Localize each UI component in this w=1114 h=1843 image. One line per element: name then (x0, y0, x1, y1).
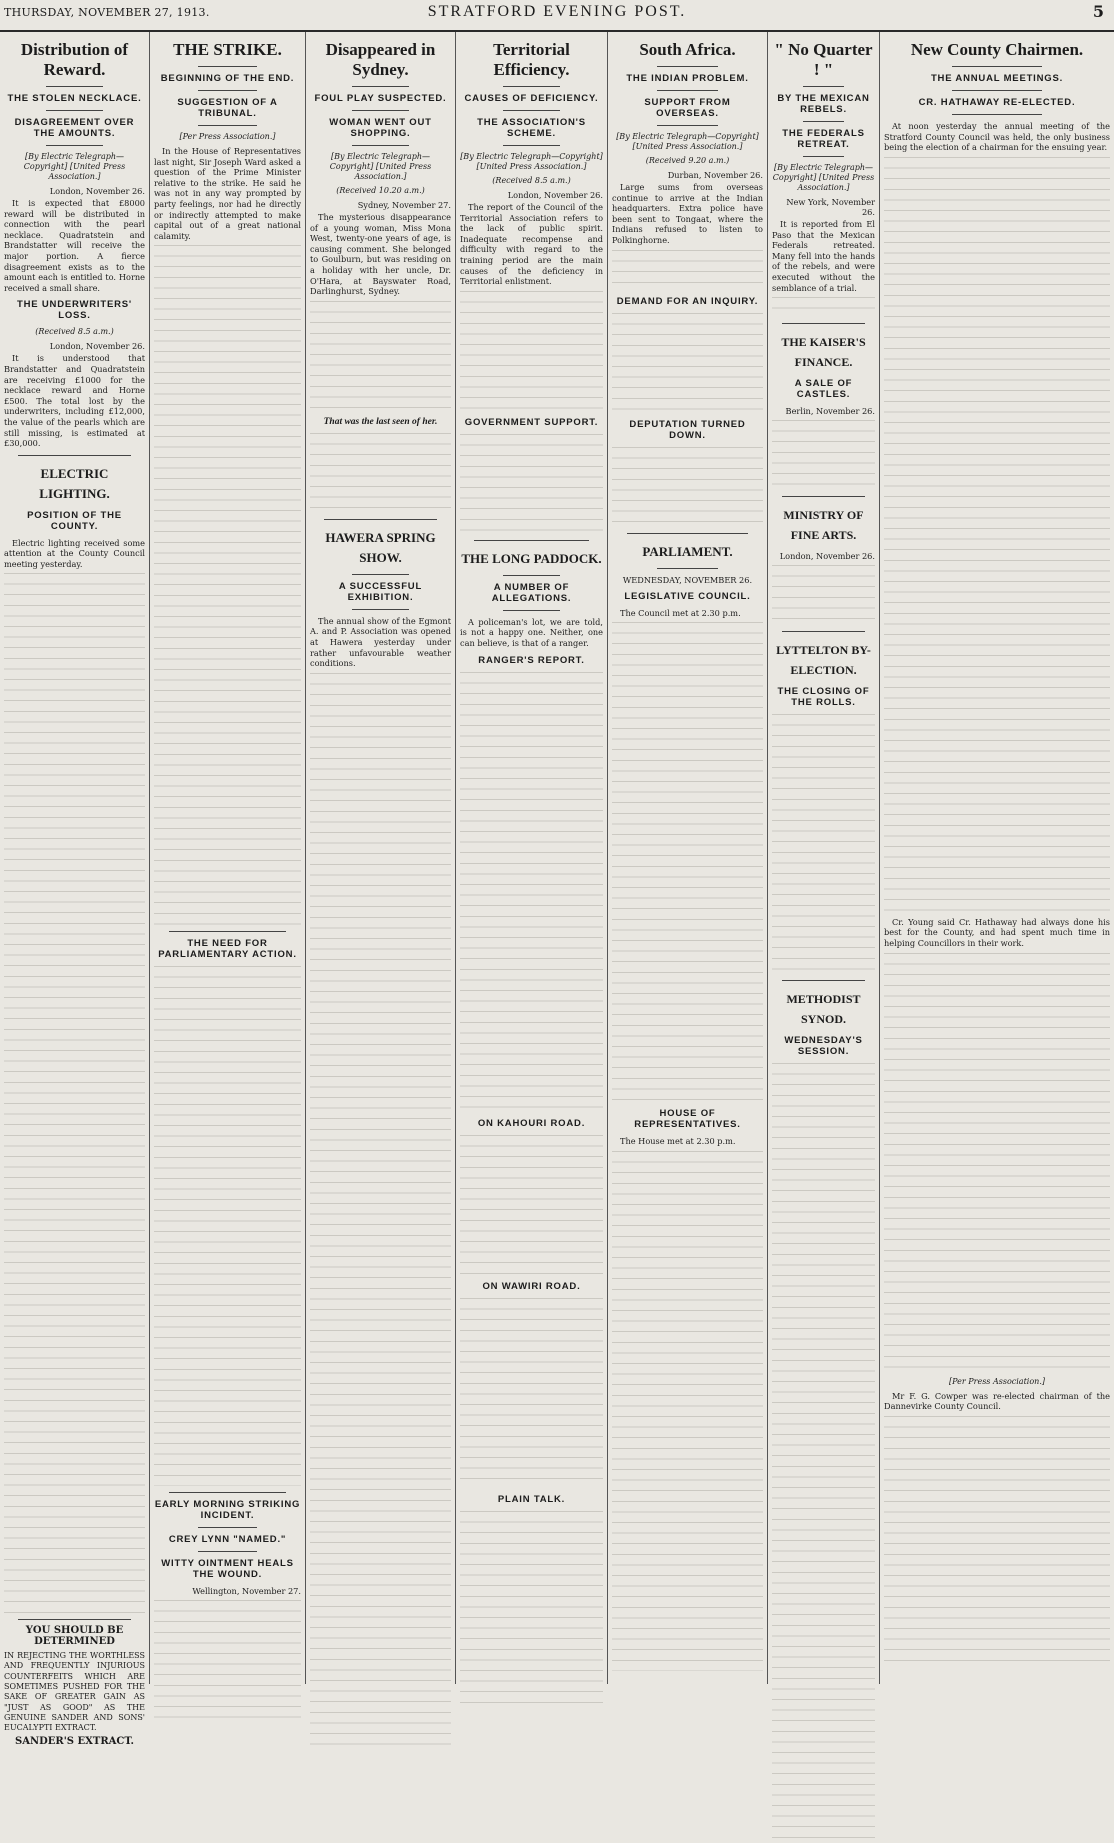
subhead-stolen-necklace: THE STOLEN NECKLACE. (7, 93, 142, 104)
subhead-grey-lynn: CREY LYNN "NAMED." (168, 1534, 287, 1546)
subhead-early-morning: EARLY MORNING STRIKING INCIDENT. (154, 1499, 301, 1522)
ad-text: IN REJECTING THE WORTHLESS AND FREQUENTLY INJURIOUS COUNTERFEITS WHICH ARE SOMETIMES PUSHED FOR THE SAKE OF GREATER GAIN AS "JUST AS GOOD" AS THE GENUINE SANDER AND SONS' EUCALYPTI EXTRACT. (4, 1651, 145, 1733)
divider (46, 86, 102, 87)
article-body-text (772, 1063, 875, 1843)
subhead-support-overseas: SUPPORT FROM OVERSEAS. (644, 97, 731, 119)
subhead-rangers-report: RANGER'S REPORT. (478, 654, 585, 666)
subhead-parliamentary-action: THE NEED FOR PARLIAMENTARY ACTION. (158, 938, 297, 961)
subhead-deputation: DEPUTATION TURNED DOWN. (629, 418, 746, 441)
headline-disappeared-in-sydney: Disappeared in Sydney. (325, 40, 436, 79)
article-paragraph: It is expected that £8000 reward will be distributed in connection with the pearl necklace. Quadratstein and Brandstatter will receive the major portion. A fierce disagreement exists as to the amount each is entitled to. Horne received a small share. (4, 198, 145, 293)
subhead-causes-deficiency: CAUSES OF DEFICIENCY. (464, 93, 599, 104)
headline-new-county-chairmen: New County Chairmen. (910, 40, 1084, 59)
divider (503, 110, 560, 111)
credit-line: [By Electric Telegraph—Copyright] [United Press Association.] (460, 152, 603, 171)
subhead-sale-of-castles: A SALE OF CASTLES. (794, 378, 853, 401)
divider (657, 125, 717, 126)
headline-south-africa: South Africa. (639, 40, 736, 59)
divider (352, 110, 408, 111)
dateline: Sydney, November 27. (357, 200, 451, 210)
divider (782, 980, 864, 981)
column-7 (880, 32, 1114, 1684)
headline-parliament: PARLIAMENT. (642, 543, 733, 559)
article-body-text (310, 433, 451, 513)
headline-electric-lighting: ELECTRIC LIGHTING. (39, 465, 110, 501)
credit-line: [By Electric Telegraph—Copyright] [United Press Association.] (772, 163, 875, 192)
subhead-government-support: GOVERNMENT SUPPORT. (464, 416, 599, 428)
divider (46, 145, 102, 146)
subhead-underwriters-loss: THE UNDERWRITERS' LOSS. (17, 299, 132, 322)
dateline: London, November 26. (49, 341, 145, 352)
subhead-kahouri-road: ON KAHOURI ROAD. (477, 1117, 586, 1129)
divider (782, 323, 864, 324)
subhead-indian-problem: THE INDIAN PROBLEM. (626, 73, 749, 84)
newspaper-title: STRATFORD EVENING POST. (427, 3, 687, 20)
article-body-text (612, 313, 763, 413)
article-body-text (154, 966, 301, 1486)
subhead-closing-rolls: THE CLOSING OF THE ROLLS. (777, 686, 870, 709)
divider (169, 1492, 287, 1493)
headline-ministry-fine-arts: MINISTRY OF FINE ARTS. (783, 508, 864, 543)
subhead-hathaway-reelected: CR. HATHAWAY RE-ELECTED. (918, 97, 1076, 108)
dateline: Wellington, November 27. (192, 1586, 301, 1597)
credit-line: [Per Press Association.] (949, 1376, 1045, 1386)
received-line: (Received 8.5 a.m.) (35, 327, 114, 337)
dateline: London, November 26. (49, 186, 145, 196)
column-5 (608, 32, 768, 1684)
subhead-plain-talk: PLAIN TALK. (497, 1493, 566, 1505)
article-body-text (772, 565, 875, 625)
divider (198, 1551, 257, 1552)
article-body-text (460, 672, 603, 1112)
article-paragraph: Large sums from overseas continue to arrive at the Indian headquarters. Extra police have been sent to Tongaat, where the Indians refused to listen to Polkinghorne. (612, 182, 763, 245)
divider (352, 145, 408, 146)
issue-date: THURSDAY, NOVEMBER 27, 1913. (4, 6, 210, 19)
article-body-text (460, 1511, 603, 1711)
dateline: Durban, November 26. (667, 170, 763, 180)
article-paragraph: The annual show of the Egmont A. and P. Association was opened at Hawera yesterday under rather unfavourable weather conditions. (310, 615, 451, 669)
dateline: London, November 26. (507, 190, 603, 200)
page-number: 5 (1092, 2, 1104, 21)
subhead-wednesdays-session: WEDNESDAY'S SESSION. (784, 1035, 863, 1058)
divider (952, 114, 1042, 115)
article-body-text (154, 245, 301, 925)
article-body-text (460, 434, 603, 534)
column-4 (456, 32, 608, 1684)
divider (352, 574, 408, 575)
news-columns (0, 32, 1114, 1748)
article-paragraph: The report of the Council of the Territorial Association refers to the lack of public spirit. Inadequate recompense and difficulty with regard to the training period are the main causes of the deficiency in Territorial enlistment. (460, 202, 603, 287)
subhead-allegations: A NUMBER OF ALLEGATIONS. (491, 581, 572, 604)
divider (474, 540, 588, 541)
subhead-federals-retreat: THE FEDERALS RETREAT. (782, 128, 865, 150)
divider (503, 86, 560, 87)
subhead-witty-ointment: WITTY OINTMENT HEALS THE WOUND. (161, 1558, 294, 1581)
article-paragraph: Cr. Young said Cr. Hathaway had always done his best for the County, and had spent much time in helping Councillors in their work. (884, 916, 1110, 948)
subhead-mexican-rebels: BY THE MEXICAN REBELS. (777, 93, 870, 115)
masthead (0, 0, 1114, 32)
article-body-text (884, 953, 1110, 1373)
article-body-text (310, 301, 451, 411)
credit-line: [By Electric Telegraph—Copyright] [United Press Association.] (329, 152, 432, 181)
article-paragraph: Mr F. G. Cowper was re-elected chairman of the Dannevirke County Council. (884, 1390, 1110, 1412)
divider (18, 455, 131, 456)
dateline: Berlin, November 26. (785, 406, 875, 417)
article-paragraph: In the House of Representatives last night, Sir Joseph Ward asked a question of the Prime Minister relative to the strike. He said he was not in any way prompted by party feelings, nor had he directly or indirectly attempted to make capital out of a great national calamity. (154, 146, 301, 241)
headline-distribution-of-reward: Distribution of Reward. (20, 40, 129, 79)
headline-the-strike: THE STRIKE. (173, 40, 282, 59)
article-body-text (772, 420, 875, 490)
divider (782, 631, 864, 632)
subhead-foul-play: FOUL PLAY SUSPECTED. (314, 93, 447, 104)
subhead-demand-inquiry: DEMAND FOR AN INQUIRY. (616, 295, 759, 307)
divider (657, 568, 717, 569)
subhead-annual-meetings: THE ANNUAL MEETINGS. (930, 73, 1064, 84)
divider (782, 496, 864, 497)
ad-title: YOU SHOULD BE DETERMINED (25, 1625, 124, 1647)
divider (952, 66, 1042, 67)
credit-line: [By Electric Telegraph—Copyright] [United Press Association.] (616, 132, 759, 151)
article-body-text (884, 1416, 1110, 1666)
subhead-woman-shopping: WOMAN WENT OUT SHOPPING. (329, 117, 432, 139)
article-body-text (310, 673, 451, 1753)
received-line: (Received 9.20 a.m.) (645, 156, 730, 165)
article-paragraph: It is reported from El Paso that the Mexican Federals retreated. Many fell into the hands of the rebels, and were executed without the semblance of a trial. (772, 219, 875, 293)
article-paragraph: It is understood that Brandstatter and Quadratstein are receiving £1000 for the necklace reward and Horne £500. The total lost by the underwriters, including £12,000, the value of the pearls which are still missing, is estimated at £30,000. (4, 353, 145, 449)
received-line: (Received 10.20 a.m.) (336, 186, 425, 195)
article-body-text (612, 447, 763, 527)
column-6 (768, 32, 880, 1684)
divider (324, 519, 437, 520)
divider (352, 86, 408, 87)
headline-methodist-synod: METHODIST SYNOD. (786, 992, 861, 1027)
dateline: New York, November 26. (786, 197, 875, 217)
article-body-text (612, 622, 763, 1102)
article-body-text (154, 1600, 301, 1720)
divider (503, 610, 560, 611)
credit-line: [Per Press Association.] (179, 132, 276, 141)
subhead-association-scheme: THE ASSOCIATION'S SCHEME. (477, 117, 586, 139)
divider (198, 125, 257, 126)
article-paragraph: A policeman's lot, we are told, is not a happy one. Neither, one can believe, is that of a ranger. (460, 616, 603, 648)
subhead-successful-exhibition: A SUCCESSFUL EXHIBITION. (338, 580, 423, 603)
headline-no-quarter: " No Quarter ! " (774, 40, 873, 79)
article-body-text (4, 573, 145, 1613)
ad-footer: SANDER'S EXTRACT. (15, 1736, 134, 1748)
dateline: WEDNESDAY, NOVEMBER 26. (622, 574, 753, 585)
dateline: London, November 26. (779, 551, 875, 562)
divider (803, 156, 844, 157)
subhead-wawiri-road: ON WAWIRI ROAD. (482, 1280, 581, 1292)
article-body-text (772, 297, 875, 317)
subhead-house-of-representatives: HOUSE OF REPRESENTATIVES. (634, 1108, 741, 1131)
article-body-text (612, 250, 763, 290)
article-paragraph: Electric lighting received some attention at the County Council meeting yesterday. (4, 537, 145, 569)
article-body-text (460, 1135, 603, 1275)
divider (503, 145, 560, 146)
column-1 (0, 32, 150, 1748)
divider (198, 1527, 257, 1528)
divider (657, 66, 717, 67)
divider (803, 121, 844, 122)
received-line: (Received 8.5 a.m.) (492, 176, 571, 185)
divider (952, 90, 1042, 91)
divider (169, 931, 287, 932)
article-paragraph: The mysterious disappearance of a young woman, Miss Mona West, twenty-one years of age, is causing comment. She belonged to Goulburn, but was residing on a holiday with her uncle, Dr. O'Hara, at Bayswater Road, Darlinghurst, Sydney. (310, 212, 451, 297)
article-body-text (460, 1298, 603, 1488)
article-body-text (884, 157, 1110, 917)
subhead-disagreement: DISAGREEMENT OVER THE AMOUNTS. (14, 117, 135, 139)
divider (352, 609, 408, 610)
subhead-tribunal: SUGGESTION OF A TRIBUNAL. (177, 97, 278, 119)
headline-hawera-spring-show: HAWERA SPRING SHOW. (325, 529, 436, 565)
subhead-position-of-county: POSITION OF THE COUNTY. (27, 509, 122, 532)
column-3 (306, 32, 456, 1684)
article-body-text (460, 291, 603, 411)
column-2 (150, 32, 306, 1684)
headline-long-paddock: THE LONG PADDOCK. (461, 550, 602, 566)
divider (198, 66, 257, 67)
divider (803, 86, 844, 87)
divider (46, 110, 102, 111)
article-body-text (772, 714, 875, 974)
advertisement (4, 1626, 145, 1747)
headline-kaisers-finance: THE KAISER'S FINANCE. (781, 335, 866, 370)
article-body-text (612, 1151, 763, 1671)
article-paragraph: The Council met at 2.30 p.m. (620, 607, 741, 618)
credit-line: [By Electric Telegraph—Copyright] [United Press Association.] (23, 152, 126, 181)
article-paragraph: At noon yesterday the annual meeting of the Stratford County Council was held, the only business being the election of a chairman for the ensuing year. (884, 121, 1110, 153)
subhead-beginning-of-end: BEGINNING OF THE END. (160, 73, 295, 84)
article-paragraph: The House met at 2.30 p.m. (620, 1136, 736, 1147)
divider (18, 1619, 131, 1620)
headline-territorial-efficiency: Territorial Efficiency. (493, 40, 570, 79)
divider (198, 90, 257, 91)
subhead-legislative-council: LEGISLATIVE COUNCIL. (624, 590, 751, 602)
divider (503, 575, 560, 576)
italic-subhead: That was the last seen of her. (323, 416, 438, 427)
divider (627, 533, 748, 534)
divider (657, 90, 717, 91)
headline-lyttelton-by-election: LYTTELTON BY-ELECTION. (776, 643, 871, 678)
